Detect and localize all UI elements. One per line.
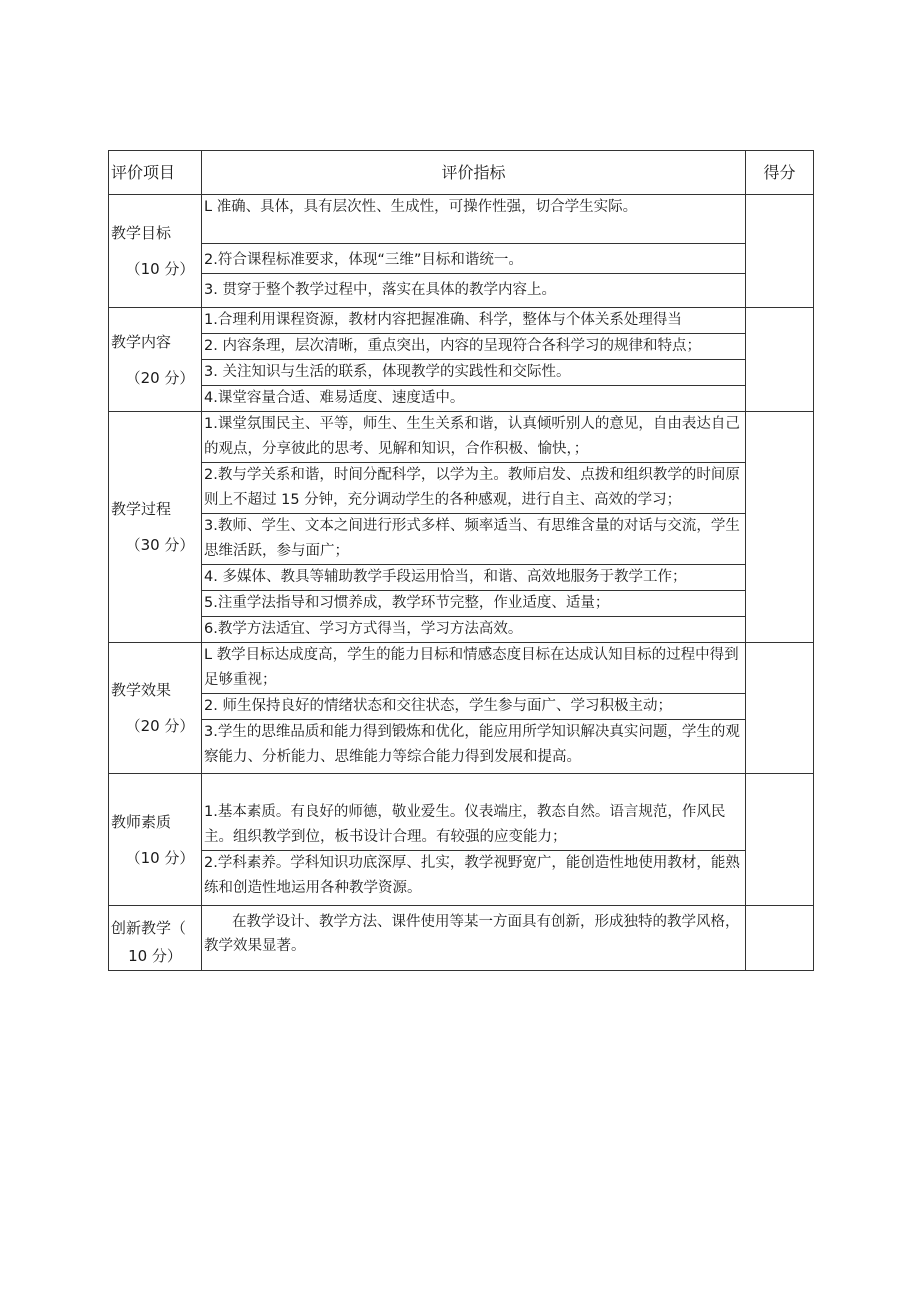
category-points: （20 分）: [125, 368, 195, 387]
indicator-cell: [202, 412, 746, 643]
table-row: [109, 308, 814, 412]
indicator-item: 2.学科素养。学科知识功底深厚、扎实，教学视野宽广，能创造性地使用教材，能熟练和创造性地运用各种教学资源。: [204, 855, 740, 896]
indicator-item: 2. 内容条理，层次清晰，重点突出，内容的呈现符合各科学习的规律和特点；: [202, 334, 745, 360]
indicator-item: 1.课堂氛围民主、平等，师生、生生关系和谐，认真倾听别人的意见，自由表达自己的观点，分享彼此的思考、见解和知识，合作积极、愉快，；: [202, 412, 745, 463]
indicator-item: 1.合理利用课程资源，教材内容把握准确、科学，整体与个体关系处理得当: [202, 308, 745, 334]
indicator-cell: [202, 195, 746, 308]
evaluation-table: [108, 150, 814, 971]
table-row: [109, 412, 814, 643]
category-points: （30 分）: [125, 536, 195, 554]
score-cell[interactable]: [746, 412, 814, 643]
indicator-item: 2.符合课程标准要求，体现“三维”目标和谐统一。: [202, 244, 745, 274]
category-name: 教学效果: [111, 681, 172, 699]
indicator-item: 2. 师生保持良好的情绪状态和交往状态，学生参与面广、学习积极主动；: [202, 694, 745, 720]
indicator-cell: [202, 643, 746, 774]
table-row: [109, 195, 814, 308]
score-cell[interactable]: [746, 643, 814, 774]
category-points: （10 分）: [125, 848, 195, 867]
table-row: [109, 906, 814, 971]
indicator-item: 在教学设计、教学方法、课件使用等某一方面具有创新，形成独特的教学风格，教学效果显著。: [204, 914, 740, 954]
category-name: 教师素质: [111, 812, 172, 831]
indicator-cell: [202, 308, 746, 412]
indicator-item: L 准确、具体，具有层次性、生成性，可操作性强，切合学生实际。: [202, 195, 745, 244]
category-cell: [109, 774, 202, 906]
score-cell[interactable]: [746, 195, 814, 308]
header-score: 得分: [746, 151, 814, 195]
indicator-cell: [202, 906, 746, 971]
header-row: [109, 151, 814, 195]
indicator-item: 6.教学方法适宜、学习方式得当，学习方法高效。: [204, 621, 523, 637]
category-name: 教学过程: [111, 500, 172, 518]
indicator-item: 3.学生的思维品质和能力得到锻炼和优化，能应用所学知识解决真实问题，学生的观察能力、分析能力、思维能力等综合能力得到发展和提高。: [204, 724, 740, 765]
category-points: （20 分）: [125, 717, 195, 735]
header-indicator: 评价指标: [202, 151, 746, 195]
indicator-item: L 教学目标达成度高，学生的能力目标和情感态度目标在达成认知目标的过程中得到足够重视；: [202, 643, 745, 694]
score-cell[interactable]: [746, 774, 814, 906]
category-cell: [109, 643, 202, 774]
score-cell[interactable]: [746, 308, 814, 412]
indicator-item: 4. 多媒体、教具等辅助教学手段运用恰当，和谐、高效地服务于教学工作；: [202, 565, 745, 591]
indicator-item: 3.教师、学生、文本之间进行形式多样、频率适当、有思维含量的对话与交流，学生思维活跃，参与面广；: [202, 514, 745, 565]
table-row: [109, 774, 814, 906]
indicator-cell: [202, 774, 746, 906]
category-cell: [109, 195, 202, 308]
category-points: （10 分）: [125, 260, 195, 278]
indicator-item: 3. 关注知识与生活的联系，体现教学的实践性和交际性。: [202, 360, 745, 386]
indicator-item: 4.课堂容量合适、难易适度、速度适中。: [204, 390, 465, 406]
header-category: 评价项目: [109, 151, 202, 195]
category-points: 10 分）: [128, 947, 182, 965]
table-row: [109, 643, 814, 774]
indicator-item: 5.注重学法指导和习惯养成，教学环节完整，作业适度、适量；: [202, 591, 745, 617]
category-cell: [109, 906, 202, 971]
category-name: 教学目标: [111, 224, 172, 242]
indicator-item: 3. 贯穿于整个教学过程中，落实在具体的教学内容上。: [204, 282, 556, 298]
category-name: 教学内容: [111, 332, 172, 351]
score-cell[interactable]: [746, 906, 814, 971]
indicator-item: 1.基本素质。有良好的师德，敬业爱生。仪表端庄，教态自然。语言规范，作风民主。组织教学到位，板书设计合理。有较强的应变能力；: [202, 774, 745, 851]
category-name: 创新教学（: [111, 919, 187, 937]
category-cell: [109, 308, 202, 412]
indicator-item: 2.教与学关系和谐，时间分配科学，以学为主。教师启发、点拨和组织教学的时间原则上不超过 15 分钟，充分调动学生的各种感观，进行自主、高效的学习；: [202, 463, 745, 514]
category-cell: [109, 412, 202, 643]
